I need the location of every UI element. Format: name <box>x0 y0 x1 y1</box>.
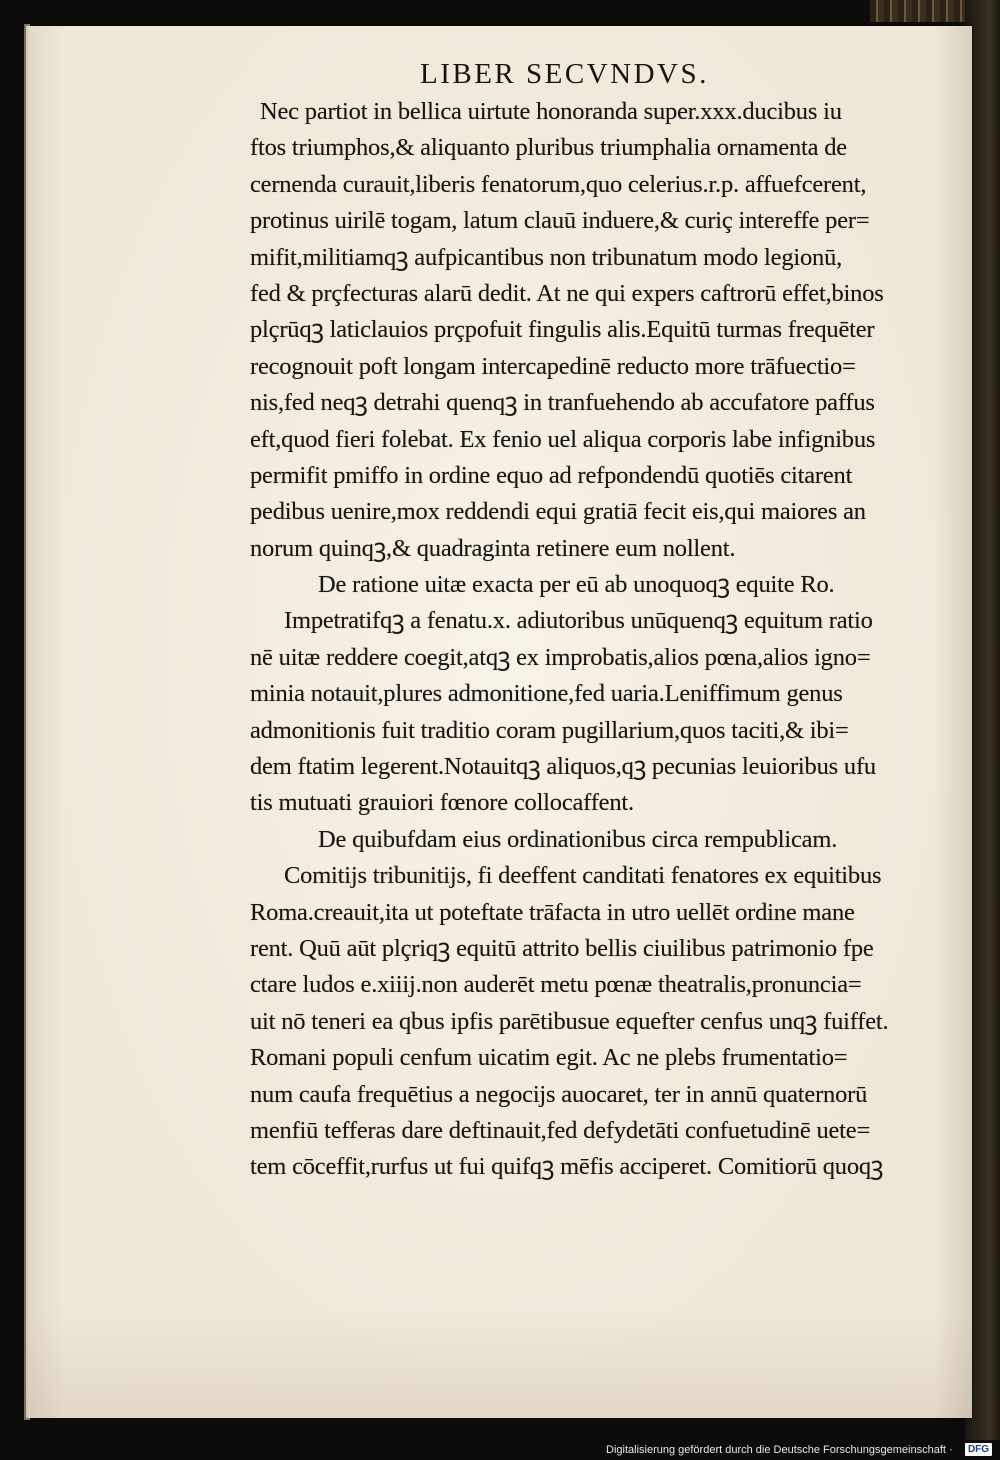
digitization-credit: Digitalisierung gefördert durch die Deutsche Forschungsgemeinschaft · <box>606 1444 953 1456</box>
text-line: num caufa frequētius a negocijs auocaret, ter in annū quaternorū <box>250 1080 868 1108</box>
text-line: eft,quod fieri folebat. Ex fenio uel aliqua corporis labe infignibus <box>250 425 876 453</box>
text-line: nē uitæ reddere coegit,atqꝫ ex improbatis,alios pœna,alios igno= <box>250 643 871 671</box>
text-line: cernenda curauit,liberis fenatorum,quo celerius.r.p. affuefcerent, <box>250 170 867 198</box>
text-line: ctare ludos e.xiiij.non auderēt metu pœnæ theatralis,pronuncia= <box>250 971 862 999</box>
text-line: rent. Quū aūt plçriqꝫ equitū attrito bellis ciuilibus patrimonio fpe <box>250 934 874 962</box>
text-line: Comitijs tribunitijs, fi deeffent canditati fenatores ex equitibus <box>284 862 882 890</box>
page-fold-shadow <box>24 24 30 1420</box>
text-line: dem ftatim legerent.Notauitqꝫ aliquos,qꝫ pecunias leuioribus ufu <box>250 753 876 781</box>
running-head: LIBER SECVNDVS. <box>420 58 709 90</box>
text-line: plçrūqꝫ laticlauios prçpofuit fingulis alis.Equitū turmas frequēter <box>250 316 875 344</box>
text-line: menfiū tefferas dare deftinauit,fed defydetāti confuetudinē uete= <box>250 1116 871 1144</box>
text-line: uit nō teneri ea qbus ipfis parētibusue equefter cenfus unqꝫ fuiffet. <box>250 1007 889 1035</box>
dfg-logo-icon: DFG <box>965 1443 992 1456</box>
text-line: permifit pmiffo in ordine equo ad refpondendū quotiēs citarent <box>250 461 853 489</box>
text-line: Nec partiot in bellica uirtute honoranda super.xxx.ducibus iu <box>260 98 842 125</box>
text-line: pedibus uenire,mox reddendi equi gratiā fecit eis,qui maiores an <box>250 498 866 526</box>
text-line: norum quinqꝫ,& quadraginta retinere eum nollent. <box>250 534 736 562</box>
text-line: protinus uirilē togam, latum clauū induere,& curiç intereffe per= <box>250 207 870 235</box>
section-heading: De ratione uitæ exacta per eū ab unoquoqꝫ equite Ro. <box>318 571 835 599</box>
text-line: Romani populi cenfum uicatim egit. Ac ne plebs frumentatio= <box>250 1044 848 1072</box>
text-line: recognouit poft longam intercapedinē reducto more trāfuectio= <box>250 352 856 380</box>
text-line: tis mutuati grauiori fœnore collocaffent. <box>250 789 634 817</box>
text-line: Roma.creauit,ita ut poteftate trāfacta in utro uellēt ordine mane <box>250 898 855 926</box>
text-line: tem cōceffit,rurfus ut fui quifqꝫ mēfis acciperet. Comitiorū quoqꝫ <box>250 1153 884 1181</box>
text-line: nis,fed neqꝫ detrahi quenqꝫ in tranfuehendo ab accufatore paffus <box>250 389 875 417</box>
text-line: mifit,militiamqꝫ aufpicantibus non tribunatum modo legionū, <box>250 243 843 271</box>
text-line: admonitionis fuit traditio coram pugillarium,quos taciti,& ibi= <box>250 716 849 744</box>
text-block <box>250 94 950 1186</box>
text-line: fed & prçfecturas alarū dedit. At ne qui expers caftrorū effet,binos <box>250 279 884 307</box>
text-line: ftos triumphos,& aliquanto pluribus triumphalia ornamenta de <box>250 134 847 162</box>
section-heading: De quibufdam eius ordinationibus circa rempublicam. <box>318 825 838 853</box>
text-line: Impetratifqꝫ a fenatu.x. adiutoribus unūquenqꝫ equitum ratio <box>284 607 873 635</box>
text-line: minia notauit,plures admonitione,fed uaria.Leniffimum genus <box>250 680 843 708</box>
